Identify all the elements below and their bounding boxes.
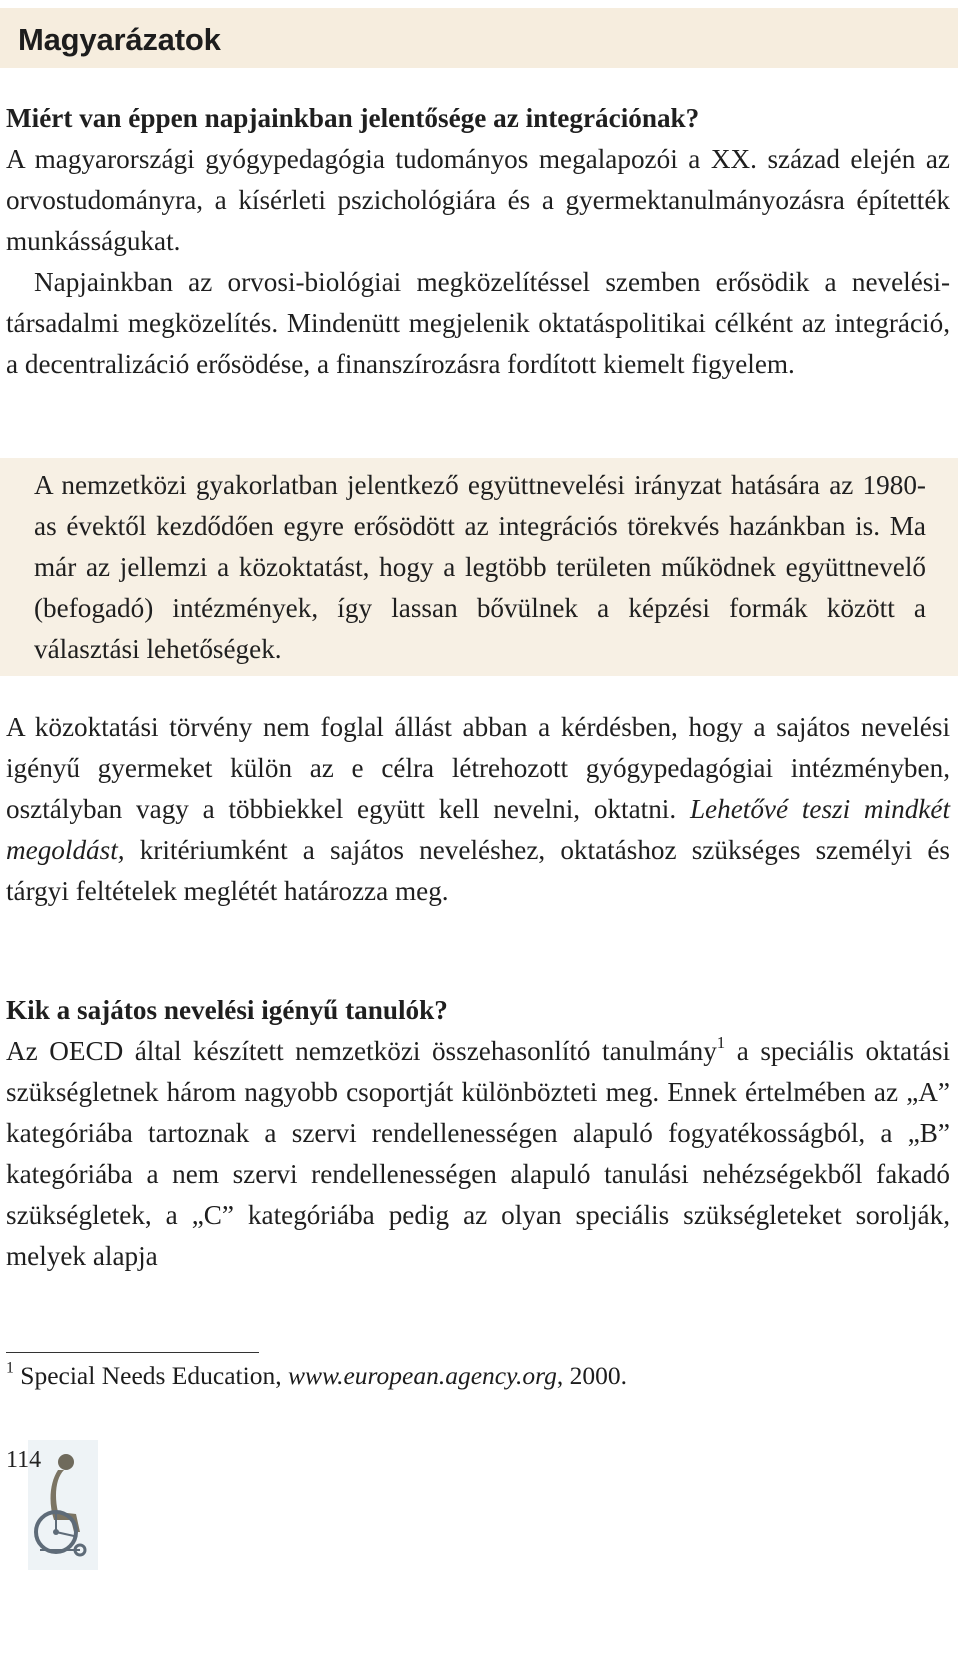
section2-after-ref: a speciális oktatási szükségletnek három nagyobb csoportját különbözteti meg. Ennek értelmében az „A” kategóriába tartoznak a szervi rendellenességen alapuló fogyatékosságból, a „B” kategóriába a nem szervi rendellenességen alapuló tanulási nehézségekből fakadó szükségletek, a „C” kategóriába pedig az olyan speciális szükségleteket sorolják, melyek alapja — [6, 1036, 951, 1271]
law-text-before: A közoktatási törvény nem foglal állást abban a kérdésben, hogy a sajátos nevelési igényű gyermeket külön az e célra létrehozott gyógypedagógiai intézményben, osztályban vagy a többiekkel együtt kell nevelni, oktatni. — [6, 712, 950, 824]
highlight-text: A nemzetközi gyakorlatban jelentkező együttnevelési irányzat hatására az 1980-as évektől kezdődően egyre erősödött az integrációs törekvés hazánkban is. Ma már az jellemzi a közoktatást, hogy a legtöbb területen működnek együttnevelő (befogadó) intézmények, így lassan bővülnek a képzési formák között a választási lehetőségek. — [34, 470, 926, 664]
section1-para2: Napjainkban az orvosi-biológiai megközelítéssel szemben erősödik a nevelési-társadalmi megközelítés. Mindenütt megjelenik oktatáspolitikai célként az integráció, a decentralizáció erősödése, a finanszírozásra fordított kiemelt figyelem. — [6, 267, 950, 379]
section2-before-ref: Az OECD által készített nemzetközi összehasonlító tanulmány — [6, 1036, 717, 1066]
section2-text — [6, 990, 950, 1277]
law-text-italic: Lehetővé teszi mindkét megoldást, — [6, 794, 950, 865]
footnote-divider — [6, 1352, 259, 1353]
section1-text — [6, 98, 950, 262]
footnote-url: www.european.agency.org — [287, 1361, 557, 1390]
footnote-reference: 1 — [716, 1032, 726, 1052]
footnote-text-before: Special Needs Education, — [13, 1361, 288, 1390]
footnote-text-after: , 2000. — [556, 1361, 627, 1390]
law-text-after: kritériumként a sajátos neveléshez, oktatáshoz szükséges személyi és tárgyi feltételek meglétét határozza meg. — [6, 835, 950, 906]
section1-question: Miért van éppen napjainkban jelentősége az integrációnak? — [6, 103, 700, 133]
header-band — [0, 8, 958, 68]
footnote — [6, 1358, 906, 1394]
section2-question: Kik a sajátos nevelési igényű tanulók? — [6, 995, 448, 1025]
page-title: Magyarázatok — [18, 22, 221, 57]
law-paragraph — [6, 707, 950, 912]
section1-para1: A magyarországi gyógypedagógia tudományos megalapozói a XX. század elején az orvostudományra, a kísérleti pszichológiára és a gyermektanulmányozásra építették munkásságukat. — [6, 144, 950, 256]
footnote-mark: 1 — [6, 1359, 14, 1377]
page-number: 114 — [6, 1447, 42, 1473]
